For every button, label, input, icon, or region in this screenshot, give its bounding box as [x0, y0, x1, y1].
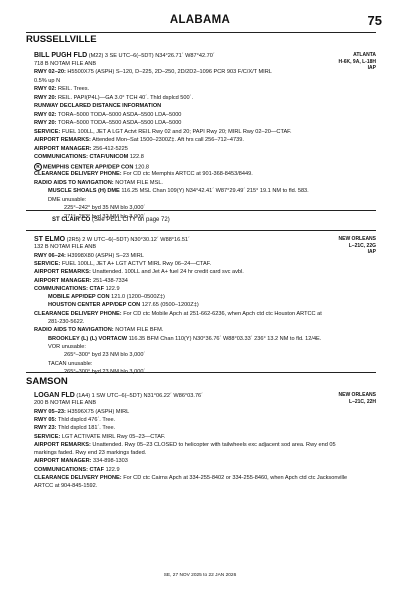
entry-line: [34, 278, 128, 285]
entry-text: REIL. Trees.: [56, 86, 90, 92]
russellville-chart-refs: [338, 52, 376, 72]
entry-text: 265°–300° byd 23 NM blo 3,000´: [64, 352, 146, 359]
entry-line: [34, 163, 149, 171]
entry-label: RWY 05:: [34, 416, 57, 423]
chart-ref: L–21C, 22G: [348, 242, 376, 249]
entry-text: For CD ctc Mobile Apch at 251-662-6236, when Apch ctd ctc Houston ARTCC at: [121, 310, 322, 317]
entry-text: 200 B NOTAM FILE ANB: [34, 400, 97, 407]
entry-label: SERVICE:: [34, 433, 61, 440]
entry-label: ST ELMO: [34, 236, 66, 243]
entry-line: [34, 120, 181, 127]
entry-line: [34, 458, 128, 465]
entry-label: CLEARANCE DELIVERY PHONE:: [34, 475, 122, 481]
entry-line: [34, 171, 253, 178]
stelmo-chart-refs: [339, 236, 377, 256]
samson-chart-refs: [339, 392, 377, 405]
chart-ref: NEW ORLEANS: [338, 392, 376, 398]
chart-ref: H-6K, 9A, L-18H: [338, 58, 376, 65]
entry-line: [34, 311, 322, 318]
section-rule: [26, 210, 376, 211]
entry-text: 120.8: [133, 163, 150, 170]
entry-label: RUNWAY DECLARED DISTANCE INFORMATION: [34, 103, 162, 109]
entry-label: RWY 23:: [34, 425, 57, 432]
entry-line: [48, 197, 86, 204]
city-russellville: RUSSELLVILLE: [26, 34, 97, 45]
entry-line: [34, 286, 120, 293]
radar-symbol-icon: R: [34, 163, 42, 171]
section-rule: [26, 230, 376, 231]
entry-text: 271°–283° byd 32 NM blo 3,000´: [64, 213, 146, 220]
entry-label: RADIO AIDS TO NAVIGATION:: [34, 327, 114, 334]
footer-effective-dates: SE, 27 NOV 2025 to 22 JAN 2026: [163, 573, 237, 578]
entry-text: VOR unusable:: [48, 343, 86, 350]
page-header: [0, 14, 400, 28]
entry-line: [34, 154, 144, 161]
entry-label: ST CLAIR CO: [52, 217, 91, 223]
page-number: 75: [367, 13, 382, 28]
entry-line: [34, 450, 146, 457]
entry-label: CLEARANCE DELIVERY PHONE:: [34, 171, 122, 177]
city-samson: SAMSON: [26, 376, 68, 387]
entry-text: 251-438-7334: [91, 277, 128, 284]
entry-text: 122.9: [104, 466, 120, 473]
entry-line: [64, 352, 145, 359]
entry-text: 265°–300° byd 23 NM blo 3,000´: [64, 368, 146, 375]
entry-line: [34, 95, 193, 102]
entry-line: [34, 244, 96, 251]
entry-label: MOBILE APP/DEP CON: [48, 294, 110, 301]
entry-line: [34, 137, 244, 144]
header-rule: [26, 32, 376, 33]
entry-line: [34, 180, 163, 187]
entry-label: AIRPORT REMARKS:: [34, 137, 91, 143]
entry-text: For CD ctc Memphis ARTCC at 901-368-8453/8449.: [121, 171, 253, 177]
entry-text: Unattended. Rwy 05–23 CLOSED to helicopter with tailwheels exc adjacent sod area. Rwy end 05: [90, 441, 336, 448]
entry-label: COMMUNICATIONS: CTAF: [34, 285, 105, 292]
entry-label: SERVICE:: [34, 128, 61, 135]
entry-text: H3596X75 (ASPH) MIRL: [65, 408, 130, 415]
entry-line: [34, 78, 60, 85]
entry-text: DME unusable:: [48, 196, 87, 203]
entry-text: Unattended. 100LL and Jet A+ fuel 24 hr credit card svc avbl.: [90, 269, 244, 276]
entry-label: LOGAN FLD: [34, 392, 75, 399]
entry-label: RWY 06–24:: [34, 252, 66, 259]
entry-label: BILL PUGH FLD: [34, 52, 88, 59]
entry-text: TORA–5000 TODA–5500 ASDA–5500 LDA–5000: [56, 120, 182, 126]
entry-text: (1A4) 1 SW UTC–6(–5DT) N31°06.22´ W86°03.76´: [74, 393, 204, 399]
entry-text: TACAN unusable:: [48, 360, 93, 367]
entry-text: NOTAM FILE MSL.: [113, 179, 163, 186]
entry-text: 122.8: [128, 154, 144, 160]
entry-line: [34, 467, 120, 474]
chart-ref: ATLANTA: [353, 52, 376, 58]
entry-text: H5500X75 (ASPH) S–120, D–225, 2D–250, 2D/2D2–1096 PCR 903 F/C/X/T MIRL: [65, 69, 272, 75]
entry-text: 132 B NOTAM FILE ANB: [34, 244, 97, 251]
entry-text: NOTAM FILE BFM.: [113, 327, 164, 334]
entry-text: 256-412-5225: [91, 145, 128, 152]
entry-line: [48, 319, 84, 326]
chart-ref: IAP: [367, 65, 376, 71]
entry-label: AIRPORT MANAGER:: [34, 277, 92, 284]
entry-text: 121.0 (1200–0500Z‡): [109, 294, 165, 301]
entry-line: [34, 400, 96, 407]
entry-line: [34, 442, 336, 449]
entry-line: [34, 409, 129, 416]
entry-line: [34, 434, 165, 441]
entry-label: COMMUNICATIONS: CTAF: [34, 466, 105, 473]
entry-label: AIRPORT REMARKS:: [34, 269, 91, 276]
entry-text: (2R5) 2 W UTC–6(–5DT) N30°30.12´ W88°16.51´: [65, 237, 190, 243]
entry-line: [34, 475, 347, 482]
entry-text: (M22) 3 SE UTC–6(–5DT) N34°26.71´ W87°42.70´: [87, 53, 215, 59]
entry-text: TORA–5000 TODA–5000 ASDA–5500 LDA–5000: [56, 111, 182, 118]
entry-text: Thld dsplcd 476´. Tree.: [56, 416, 116, 423]
entry-line: [48, 302, 199, 309]
entry-line: [48, 336, 321, 343]
entry-line: [34, 103, 161, 110]
entry-line: [34, 261, 211, 268]
chart-ref: NEW ORLEANS: [338, 236, 376, 242]
entry-text: 0.5% up N: [34, 77, 61, 84]
st-clair-reference: [52, 217, 170, 223]
entry-label: HOUSTON CENTER APP/DEP CON: [48, 302, 141, 309]
chart-ref: L–21C, 22H: [349, 398, 376, 405]
entry-label: AIRPORT MANAGER:: [34, 458, 92, 465]
entry-label: BROOKLEY (L) (L) VORTACW: [48, 335, 128, 342]
entry-text: LGT ACTIVATE MIRL Rwy 05–23—CTAF.: [60, 433, 166, 440]
entry-line: [34, 146, 128, 153]
entry-text: H3998X80 (ASPH) S–23 MIRL: [65, 252, 144, 259]
entry-text: Thld dsplcd 181´. Tree.: [56, 425, 116, 432]
entry-line: [34, 129, 292, 136]
entry-text: FUEL 100LL, JET A+ LGT ACTVT MIRL Rwy 06–24—CTAF.: [60, 260, 212, 267]
entry-text: REIL. PAPI(P4L)—GA 3.0° TCH 40´. Thld dsplcd 500´.: [56, 94, 194, 101]
entry-label: MUSCLE SHOALS (H) DME: [48, 188, 120, 194]
entry-text: 122.9: [104, 285, 120, 292]
entry-label: SERVICE:: [34, 260, 61, 267]
entry-line: [34, 425, 115, 432]
entry-line: [34, 236, 190, 244]
entry-line: [34, 392, 203, 400]
entry-label: RWY 02:: [34, 86, 57, 92]
entry-line: [34, 52, 215, 60]
entry-text: 281-230-5622.: [48, 319, 85, 325]
entry-label: AIRPORT REMARKS:: [34, 441, 91, 448]
entry-line: [48, 344, 86, 351]
entry-line: [34, 327, 163, 334]
entry-line: [34, 269, 244, 276]
state-title: ALABAMA: [169, 14, 231, 26]
entry-line: [48, 294, 165, 301]
entry-text: 116.35 BFM Chan 110(Y) N30°36.76´ W88°03.33´ 236° 13.2 NM to fld. 12/4E.: [127, 335, 322, 342]
entry-line: [48, 188, 309, 195]
entry-text: 225°–242° byd 35 NM blo 3,000´: [64, 205, 146, 211]
entry-line: [34, 253, 144, 260]
section-rule: [26, 372, 376, 373]
entry-label: RWY 20:: [34, 120, 57, 126]
entry-text: 334-898-1303: [91, 458, 128, 465]
entry-label: RWY 02–20:: [34, 69, 66, 75]
entry-label: RWY 05–23:: [34, 408, 66, 415]
entry-line: [34, 69, 272, 76]
entry-text: (See PELL CITY on page 72): [90, 217, 170, 223]
entry-line: [34, 483, 97, 490]
entry-text: ARTCC at 904-845-1592.: [34, 483, 98, 490]
entry-line: [34, 112, 181, 119]
entry-line: [34, 61, 96, 68]
entry-label: COMMUNICATIONS: CTAF/UNICOM: [34, 154, 129, 160]
entry-line: [34, 417, 115, 424]
entry-label: RADIO AIDS TO NAVIGATION:: [34, 179, 114, 186]
entry-text: 127.65 (0500–1200Z‡): [140, 302, 199, 309]
entry-text: For CD ctc Cairns Apch at 334-255-8402 or 334-255-8460, when Apch ctd ctc Jacksonville: [121, 475, 348, 481]
entry-text: markings faded. Rwy end 23 markings faded.: [34, 450, 147, 457]
chart-ref: IAP: [367, 249, 376, 255]
entry-text: 718 B NOTAM FILE ANB: [34, 60, 97, 67]
entry-label: CLEARANCE DELIVERY PHONE:: [34, 310, 122, 317]
entry-label: RWY 02:: [34, 111, 57, 118]
entry-line: [34, 86, 89, 93]
entry-label: AIRPORT MANAGER:: [34, 145, 92, 152]
entry-label: MEMPHIS CENTER APP/DEP CON: [43, 163, 134, 170]
entry-text: FUEL 100LL, JET A LGT Actvt REIL Rwy 02 and 20; PAPI Rwy 20; MIRL Rwy 02–20—CTAF.: [60, 128, 292, 135]
entry-label: RWY 20:: [34, 94, 57, 101]
entry-text: Attended Mon–Sat 1500–2300Z‡. Aft hrs call 256–712–4739.: [90, 137, 244, 143]
entry-text: 116.25 MSL Chan 109(Y) N34°42.41´ W87°29.49´ 215° 19.1 NM to fld. 583.: [119, 188, 309, 194]
entry-line: [48, 361, 92, 368]
